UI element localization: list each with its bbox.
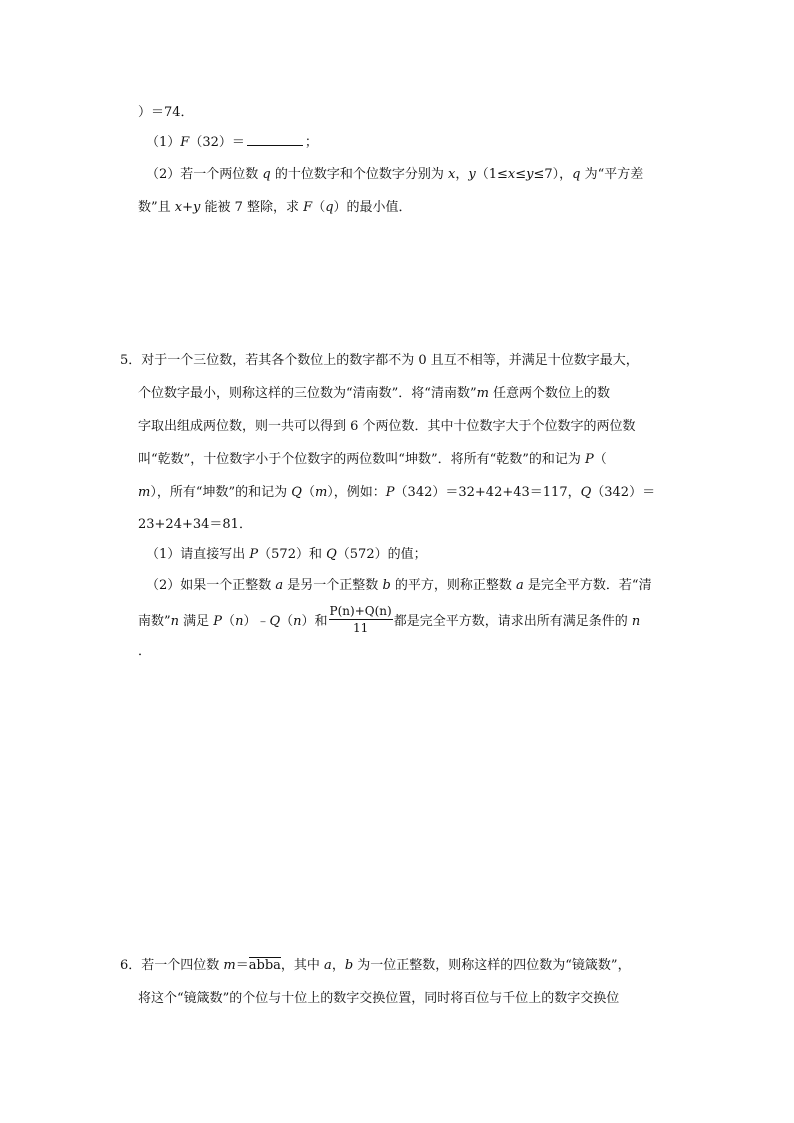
q4-p2-text: 的十位数字和个位数字分别为 (270, 167, 448, 182)
overline-abba: abba (248, 958, 281, 973)
q4-p2-text: （1≤ (475, 167, 508, 182)
var-a: a (275, 578, 284, 593)
q4-part-1 (146, 133, 318, 152)
q5-line-2 (138, 385, 610, 403)
var-q-upper: Q (580, 485, 592, 500)
q5-p2-text: 的平方，则称正整数 (390, 578, 517, 593)
q4-p2-text: ≤7）， (533, 167, 573, 182)
q6-text: ，其中 (280, 958, 325, 973)
var-y: y (468, 167, 476, 182)
var-q-upper: Q (269, 614, 281, 629)
var-n: n (631, 614, 641, 629)
q5-p2-text: 是完全平方数．若“清 (523, 578, 652, 593)
var-p: P (385, 485, 395, 500)
q6-text: 为一位正整数，则称这样的四位数为“镜箴数”， (353, 958, 631, 973)
var-q: q (262, 167, 271, 182)
q5-p3-text: 南数” (138, 614, 171, 629)
answer-blank[interactable] (247, 133, 303, 146)
q5-p2-text: （2）如果一个正整数 (146, 578, 276, 593)
var-p: P (213, 614, 223, 629)
q4-p3-text: 数”且 (138, 200, 175, 215)
q4-part-1-arg: （32）＝ (189, 135, 245, 150)
q6-text: ＝ (235, 958, 249, 973)
q4-p2-text: ≤ (515, 167, 527, 182)
q4-p2-text: （2）若一个两位数 (146, 167, 263, 182)
q5-p1-text: （1）请直接写出 (146, 547, 250, 562)
var-b: b (344, 958, 354, 973)
var-a: a (516, 578, 524, 593)
var-m: m (476, 386, 489, 401)
q5-p2-text: 是另一个正整数 (283, 578, 383, 593)
q5-line-6 (138, 516, 252, 534)
q5-end-punct: ． (138, 644, 152, 659)
q4-p3-text: 能被 7 整除，求 (200, 200, 304, 215)
var-p: P (249, 547, 259, 562)
q5-text: 叫“乾数”，十位数字小于个位数字的两位数叫“坤数”．将所有“乾数”的和记为 (138, 452, 586, 467)
var-q-upper: Q (291, 485, 302, 500)
q5-p1-text: （572）的值； (336, 547, 427, 562)
q5-text: 任意两个数位上的数 (488, 386, 611, 401)
q5-text: （342）＝32+42+43＝117， (394, 485, 581, 500)
var-q: q (325, 200, 334, 215)
var-m: m (314, 485, 328, 500)
q5-p1-text: （572）和 (258, 547, 327, 562)
q4-function-f: F (180, 135, 190, 150)
q5-part-2-line-3 (138, 643, 151, 661)
q4-p3-text: （ (312, 200, 326, 215)
q4-continuation: ）＝74． (138, 105, 194, 120)
q6-text: 6．若一个四位数 (120, 958, 224, 973)
var-y: y (526, 167, 534, 182)
q5-line-3 (138, 418, 636, 436)
q5-p3-text: 都是完全平方数，请求出所有满足条件的 (393, 614, 632, 629)
var-m: m (223, 958, 236, 973)
var-n: n (293, 614, 302, 629)
q4-p3-text: ）的最小值． (333, 200, 412, 215)
q5-text: （ (593, 452, 607, 467)
q5-p3-text: ）﹣ (243, 614, 270, 629)
q5-text: 23+24+34＝81． (138, 517, 252, 532)
q6-text: 将这个“镜箴数”的个位与十位上的数字交换位置，同时将百位与千位上的数字交换位 (138, 991, 620, 1006)
q5-line-5 (138, 484, 655, 502)
q6-text: ， (331, 958, 345, 973)
q5-part-2-line-2 (138, 606, 640, 637)
var-n: n (235, 614, 244, 629)
q5-text: 字取出组成两位数，则一共可以得到 6 个两位数．其中十位数字大于个位数字的两位数 (138, 419, 636, 434)
q5-text: ），例如： (327, 485, 386, 500)
var-m: m (138, 485, 151, 500)
q5-text: ），所有“坤数”的和记为 (150, 485, 292, 500)
q4-p2-text: ， (455, 167, 469, 182)
var-n: n (170, 614, 180, 629)
var-x: x (448, 167, 456, 182)
q5-p3-text: （ (222, 614, 236, 629)
q5-line-1 (120, 352, 639, 370)
q5-line-4 (138, 451, 607, 469)
q5-text: 5．对于一个三位数，若其各个数位上的数字都不为 0 且互不相等，并满足十位数字最大， (120, 353, 639, 368)
q5-part-2-line-1 (146, 577, 652, 595)
q6-line-1 (120, 957, 631, 975)
var-b: b (382, 578, 391, 593)
q5-p3-text: （ (280, 614, 294, 629)
q4-part-2-line-1 (146, 166, 643, 184)
q5-text: （342）＝ (591, 485, 656, 500)
var-q: q (572, 167, 581, 182)
var-a: a (324, 958, 332, 973)
var-x-plus-y: x+y (174, 200, 201, 215)
q4-part-2-line-2 (138, 199, 412, 217)
q4-part-1-end: ； (304, 135, 318, 150)
fraction-denominator: 11 (352, 621, 369, 635)
fraction (329, 604, 393, 635)
q6-line-2 (138, 990, 619, 1008)
q5-text: 个位数字最小，则称这样的三位数为“清南数”．将“清南数” (138, 386, 477, 401)
q5-p3-text: 满足 (179, 614, 214, 629)
q4-p2-text: 为“平方差 (580, 167, 644, 182)
var-x: x (507, 167, 516, 182)
q5-text: （ (301, 485, 315, 500)
q4-line-0 (138, 104, 194, 122)
var-p: P (585, 452, 594, 467)
q5-p3-text: ）和 (301, 614, 328, 629)
fraction-numerator: P(n)+Q(n) (329, 604, 392, 618)
q4-part-1-prefix: （1） (146, 135, 181, 150)
q4-function-f: F (303, 200, 313, 215)
q5-part-1 (146, 546, 427, 564)
var-q-upper: Q (326, 547, 337, 562)
